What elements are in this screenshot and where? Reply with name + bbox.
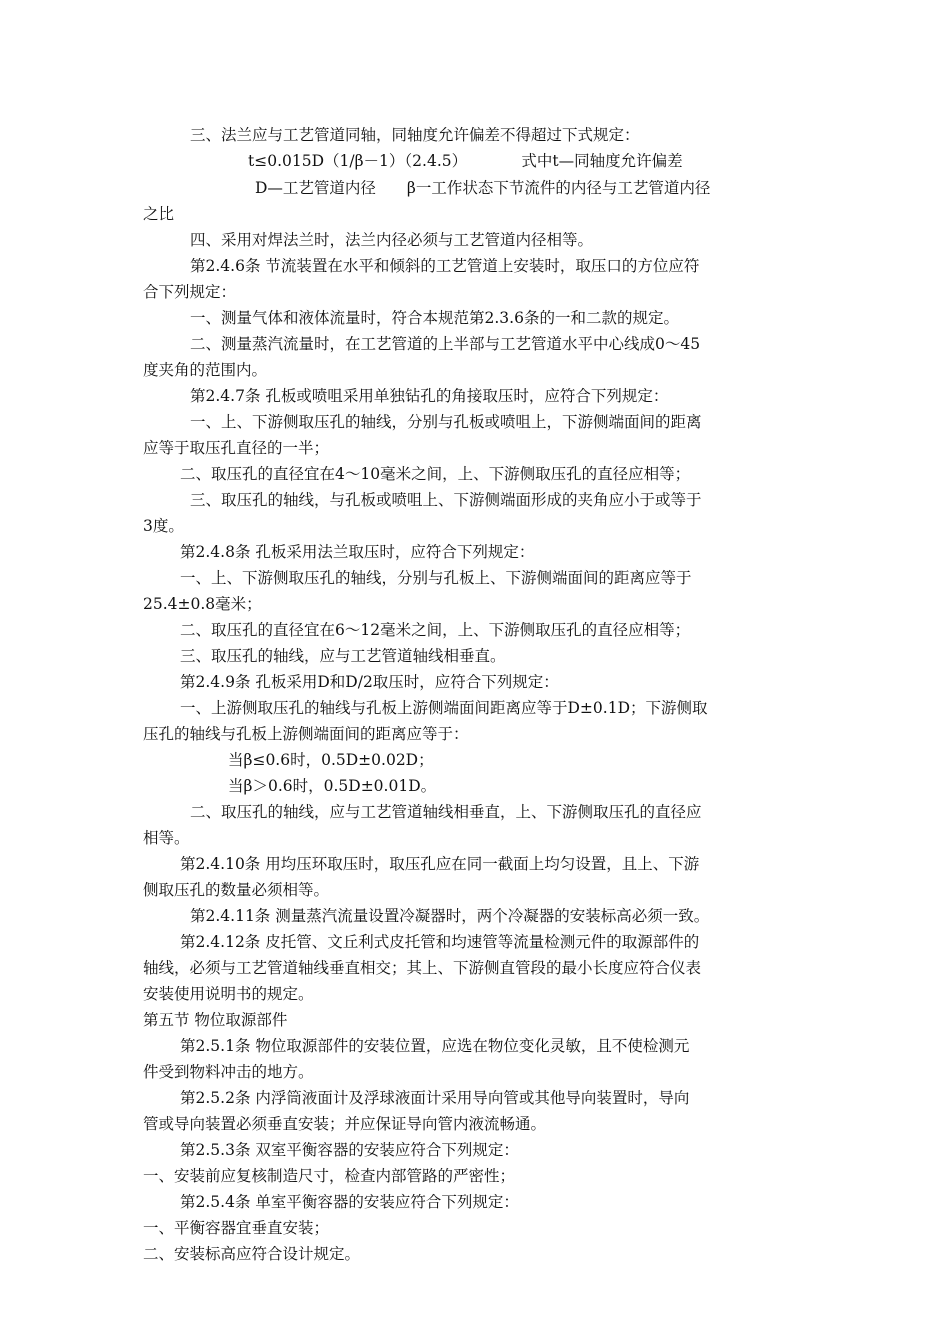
text-line: 三、法兰应与工艺管道同轴，同轴度允许偏差不得超过下式规定：	[190, 126, 640, 144]
section-heading: 第五节 物位取源部件	[143, 1011, 288, 1029]
text-line: 三、取压孔的轴线，与孔板或喷咀上、下游侧端面形成的夹角应小于或等于	[190, 491, 702, 509]
formula-line: 当β≤0.6时，0.5D±0.02D；	[228, 751, 434, 769]
text-line: 25.4±0.8毫米；	[143, 595, 262, 613]
text-line: 二、取压孔的直径宜在4～10毫米之间，上、下游侧取压孔的直径应相等；	[180, 465, 691, 483]
text-line: 安装使用说明书的规定。	[143, 985, 314, 1003]
clause-heading: 第2.4.11条 测量蒸汽流量设置冷凝器时，两个冷凝器的安装标高必须一致。	[190, 907, 710, 925]
text-line: 一、平衡容器宜垂直安装；	[143, 1219, 330, 1237]
text-line: 二、取压孔的轴线，应与工艺管道轴线相垂直，上、下游侧取压孔的直径应	[190, 803, 702, 821]
clause-heading: 第2.5.3条 双室平衡容器的安装应符合下列规定：	[180, 1141, 519, 1159]
text-line: 件受到物料冲击的地方。	[143, 1063, 314, 1081]
text-line: 应等于取压孔直径的一半；	[143, 439, 330, 457]
text-line: 相等。	[143, 829, 190, 847]
text-line: 压孔的轴线与孔板上游侧端面间的距离应等于：	[143, 725, 469, 743]
text-line: 管或导向装置必须垂直安装；并应保证导向管内液流畅通。	[143, 1115, 547, 1133]
text-line: 3度。	[143, 517, 184, 535]
text-line: 二、取压孔的直径宜在6～12毫米之间，上、下游侧取压孔的直径应相等；	[180, 621, 691, 639]
clause-heading: 第2.4.8条 孔板采用法兰取压时，应符合下列规定：	[180, 543, 535, 561]
text-line: 二、安装标高应符合设计规定。	[143, 1245, 361, 1263]
clause-heading: 第2.5.4条 单室平衡容器的安装应符合下列规定：	[180, 1193, 519, 1211]
text-line: 三、取压孔的轴线，应与工艺管道轴线相垂直。	[180, 647, 506, 665]
clause-heading: 第2.4.10条 用均压环取压时，取压孔应在同一截面上均匀设置，且上、下游	[180, 855, 700, 873]
text-line: 一、安装前应复核制造尺寸，检查内部管路的严密性；	[143, 1167, 516, 1185]
text-line: 一、上、下游侧取压孔的轴线，分别与孔板或喷咀上，下游侧端面间的距离	[190, 413, 702, 431]
text-line: 二、测量蒸汽流量时，在工艺管道的上半部与工艺管道水平中心线成0～45	[190, 335, 701, 353]
text-line: D—工艺管道内径 β一工作状态下节流件的内径与工艺管道内径	[255, 179, 711, 197]
text-line: 合下列规定：	[143, 283, 237, 301]
text-line: 轴线，必须与工艺管道轴线垂直相交；其上、下游侧直管段的最小长度应符合仪表	[143, 959, 702, 977]
clause-heading: 第2.4.6条 节流装置在水平和倾斜的工艺管道上安装时，取压口的方位应符	[190, 257, 700, 275]
clause-heading: 第2.4.7条 孔板或喷咀采用单独钻孔的角接取压时，应符合下列规定：	[190, 387, 669, 405]
clause-heading: 第2.4.12条 皮托管、文丘利式皮托管和均速管等流量检测元件的取源部件的	[180, 933, 700, 951]
clause-heading: 第2.5.1条 物位取源部件的安装位置，应选在物位变化灵敏，且不使检测元	[180, 1037, 690, 1055]
text-line: 侧取压孔的数量必须相等。	[143, 881, 330, 899]
text-line: 一、上游侧取压孔的轴线与孔板上游侧端面间距离应等于D±0.1D；下游侧取	[180, 699, 708, 717]
text-line: 一、测量气体和液体流量时，符合本规范第2.3.6条的一和二款的规定。	[190, 309, 679, 327]
clause-heading: 第2.4.9条 孔板采用D和D/2取压时，应符合下列规定：	[180, 673, 559, 691]
text-line: 之比	[143, 205, 175, 223]
text-line: 度夹角的范围内。	[143, 361, 268, 379]
formula-line: t≤0.015D（1/β－1）（2.4.5） 式中t—同轴度允许偏差	[248, 152, 683, 170]
clause-heading: 第2.5.2条 内浮筒液面计及浮球液面计采用导向管或其他导向装置时，导向	[180, 1089, 690, 1107]
text-line: 一、上、下游侧取压孔的轴线，分别与孔板上、下游侧端面间的距离应等于	[180, 569, 692, 587]
formula-line: 当β＞0.6时，0.5D±0.01D。	[228, 777, 437, 795]
text-line: 四、采用对焊法兰时，法兰内径必须与工艺管道内径相等。	[190, 231, 594, 249]
